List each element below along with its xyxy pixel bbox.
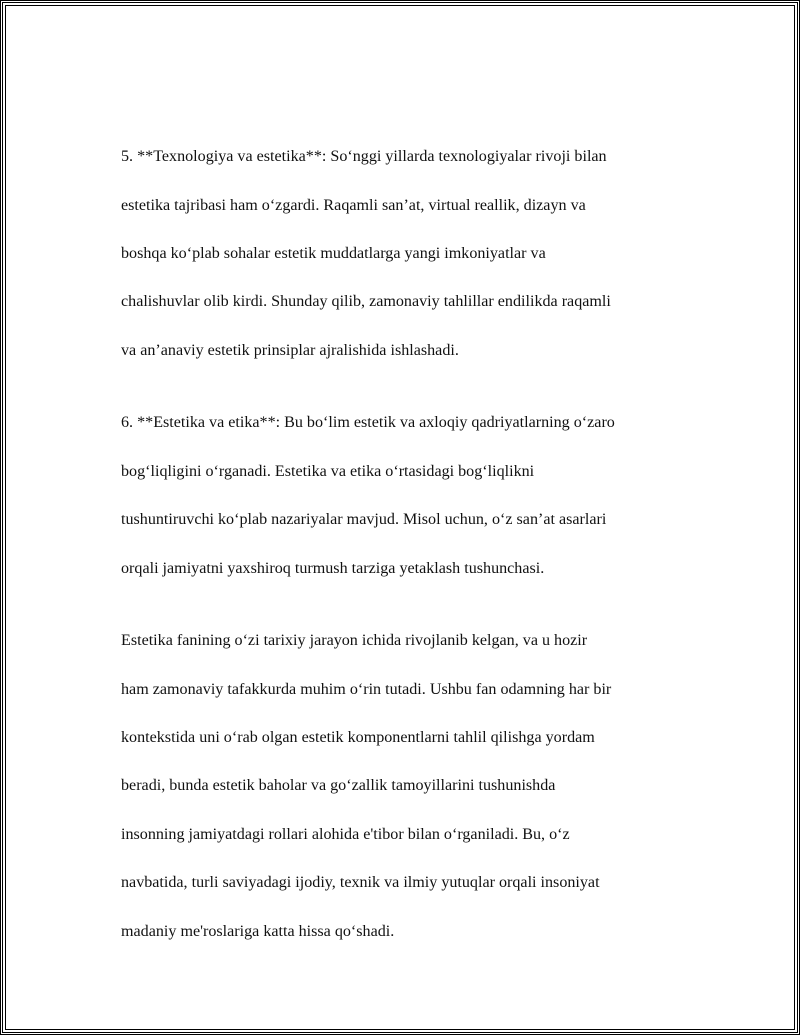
- paragraph-line: 5. **Texnologiya va estetika**: So‘nggi yillarda texnologiyalar rivoji bilan: [121, 148, 607, 166]
- paragraph-line: beradi, bunda estetik baholar va go‘zallik tamoyillarini tushunishda: [121, 777, 556, 795]
- paragraph-conclusion: [121, 605, 691, 944]
- paragraph-line: tushuntiruvchi ko‘plab nazariyalar mavjud. Misol uchun, o‘z san’at asarlari: [121, 511, 607, 529]
- paragraph-line: kontekstida uni o‘rab olgan estetik komponentlarni tahlil qilishga yordam: [121, 729, 595, 747]
- paragraph-line: madaniy me'roslariga katta hissa qo‘shadi.: [121, 922, 395, 940]
- paragraph-line: navbatida, turli saviyadagi ijodiy, texnik va ilmiy yutuqlar orqali insoniyat: [121, 874, 600, 892]
- paragraph-line: bog‘liqligini o‘rganadi. Estetika va etika o‘rtasidagi bog‘liqlikni: [121, 462, 535, 480]
- paragraph-line: boshqa ko‘plab sohalar estetik muddatlarga yangi imkoniyatlar va: [121, 245, 546, 263]
- paragraph-technology-aesthetics: [121, 121, 691, 363]
- paragraph-line: ham zamonaviy tafakkurda muhim o‘rin tutadi. Ushbu fan odamning har bir: [121, 680, 612, 698]
- paragraph-line: estetika tajribasi ham o‘zgardi. Raqamli san’at, virtual reallik, dizayn va: [121, 196, 586, 214]
- paragraph-line: va an’anaviy estetik prinsiplar ajralishida ishlashadi.: [121, 341, 459, 359]
- paragraph-line: Estetika fanining o‘zi tarixiy jarayon ichida rivojlanib kelgan, va u hozir: [121, 632, 588, 650]
- paragraph-line: chalishuvlar olib kirdi. Shunday qilib, zamonaviy tahlillar endilikda raqamli: [121, 293, 611, 311]
- paragraph-line: 6. **Estetika va etika**: Bu bo‘lim estetik va axloqiy qadriyatlarning o‘zaro: [121, 414, 615, 432]
- document-body: [121, 121, 691, 968]
- paragraph-aesthetics-ethics: [121, 387, 691, 581]
- paragraph-line: insonning jamiyatdagi rollari alohida e'tibor bilan o‘rganiladi. Bu, o‘z: [121, 825, 570, 843]
- paragraph-line: orqali jamiyatni yaxshiroq turmush tarziga yetaklash tushunchasi.: [121, 559, 545, 577]
